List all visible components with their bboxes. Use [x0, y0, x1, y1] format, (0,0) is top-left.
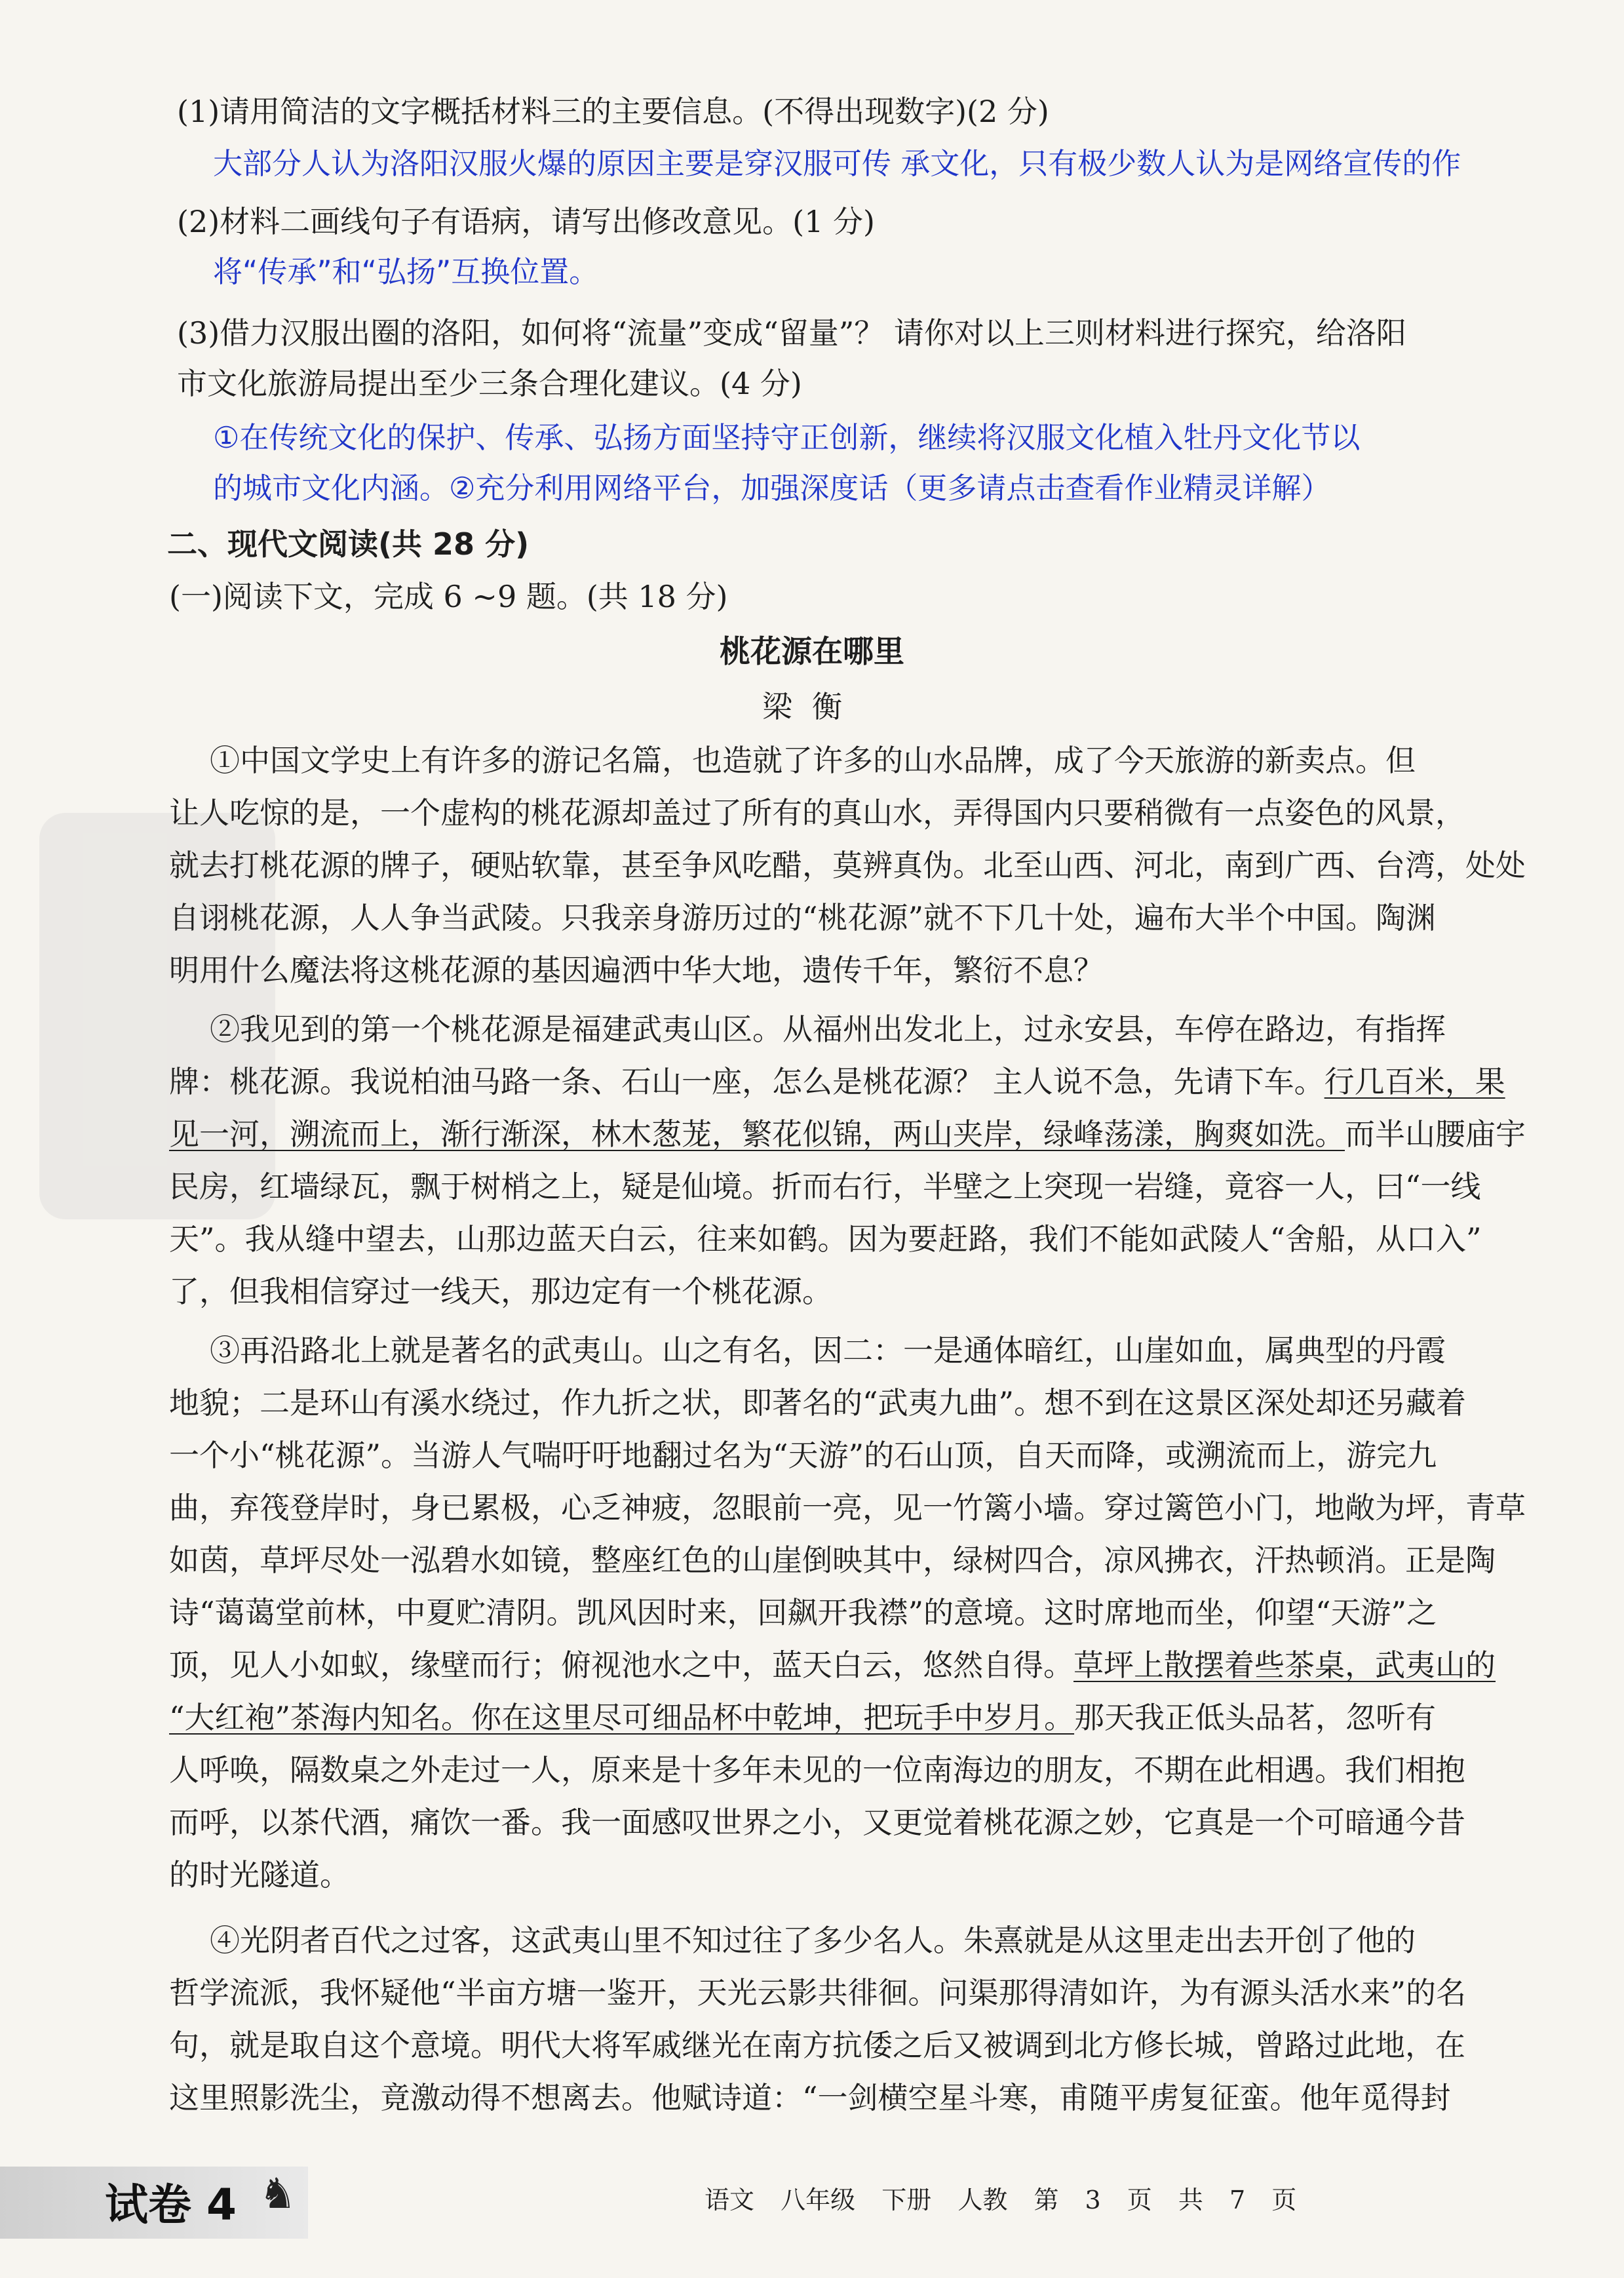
article-text: 牌：桃花源。我说柏油马路一条、石山一座，怎么是桃花源？ 主人说不急，先请下车。 [169, 1064, 1324, 1099]
article-line: 人呼唤，隔数桌之外走过一人，原来是十多年未见的一位南海边的朋友，不期在此相遇。我们相抱 [169, 1752, 1465, 1788]
article-line: 自诩桃花源，人人争当武陵。只我亲身游历过的“桃花源”就不下几十处，遍布大半个中国。陶渊 [169, 900, 1437, 935]
question-1: (1)请用简洁的文字概括材料三的主要信息。(不得出现数字)(2 分) [177, 94, 1049, 129]
article-line [0, 1645, 1624, 1685]
exam-label: 试卷 4 [105, 2180, 237, 2230]
article-line: 句，就是取自这个意境。明代大将军戚继光在南方抗倭之后又被调到北方修长城，曾路过此地，在 [169, 2028, 1465, 2063]
footer-publisher: 人教 [957, 2186, 1008, 2214]
underlined-sentence: 行几百米，果 [1324, 1064, 1505, 1099]
footer-grade: 八年级 [781, 2186, 856, 2214]
article-author: 梁衡 [762, 689, 862, 724]
article-line [0, 1114, 1624, 1154]
footer-total: 共 7 页 [1178, 2186, 1297, 2214]
answer-3-line-1: ①在传统文化的保护、传承、弘扬方面坚持守正创新，继续将汉服文化植入牡丹文化节以 [213, 420, 1361, 455]
article-line: 民房，红墙绿瓦，飘于树梢之上，疑是仙境。折而右行，半壁之上突现一岩缝，竟容一人，曰“一线 [169, 1169, 1481, 1204]
article-line: 地貌；二是环山有溪水绕过，作九折之状，即著名的“武夷九曲”。想不到在这景区深处却还另藏着 [169, 1385, 1467, 1421]
article-line: 曲，弃筏登岸时，身已累极，心乏神疲，忽眼前一亮，见一竹篱小墙。穿过篱笆小门，地敞为坪，青草 [169, 1490, 1526, 1525]
article-line: ④光阴者百代之过客，这武夷山里不知过往了多少名人。朱熹就是从这里走出去开创了他的 [210, 1923, 1416, 1958]
underlined-sentence: 草坪上散摆着些茶桌，武夷山的 [1073, 1647, 1496, 1683]
article-line: 如茵，草坪尽处一泓碧水如镜，整座红色的山崖倒映其中，绿树四合，凉风拂衣，汗热顿消。正是陶 [169, 1542, 1496, 1578]
footer-volume: 下册 [881, 2186, 932, 2214]
article-line: 诗“蔼蔼堂前林，中夏贮清阴。凯风因时来，回飙开我襟”的意境。这时席地而坐，仰望“天游”之 [169, 1595, 1437, 1630]
article-line: 一个小“桃花源”。当游人气喘吁吁地翻过名为“天游”的石山顶，自天而降，或溯流而上，游完九 [169, 1438, 1437, 1473]
article-line: ②我见到的第一个桃花源是福建武夷山区。从福州出发北上，过永安县，车停在路边，有指挥 [210, 1011, 1446, 1047]
article-text: 那天我正低头品茗，忽听有 [1074, 1700, 1437, 1735]
article-line: 让人吃惊的是，一个虚构的桃花源却盖过了所有的真山水，弄得国内只要稍微有一点姿色的风景， [169, 795, 1465, 831]
footer-info [705, 2180, 1296, 2216]
question-3-line-2: 市文化旅游局提出至少三条合理化建议。(4 分) [177, 366, 802, 401]
footer-page: 第 3 页 [1034, 2186, 1152, 2214]
article-line: 了，但我相信穿过一线天，那边定有一个桃花源。 [169, 1274, 832, 1309]
article-text: 而半山腰庙宇 [1345, 1116, 1526, 1152]
question-3-line-1: (3)借力汉服出圈的洛阳，如何将“流量”变成“留量”？ 请你对以上三则材料进行探究，给洛阳 [177, 315, 1406, 351]
article-line [0, 1698, 1624, 1737]
article-line: 天”。我从缝中望去，山那边蓝天白云，往来如鹤。因为要赶路，我们不能如武陵人“舍船，从口入” [169, 1221, 1482, 1257]
answer-1: 大部分人认为洛阳汉服火爆的原因主要是穿汉服可传 承文化，只有极少数人认为是网络宣传的作 [213, 146, 1461, 181]
article-line [0, 1062, 1624, 1101]
article-line: 哲学流派，我怀疑他“半亩方塘一鉴开，天光云影共徘徊。问渠那得清如许，为有源头活水来”的名 [169, 1975, 1467, 2011]
underlined-sentence: 见一河，溯流而上，渐行渐深，林木葱茏，繁花似锦，两山夹岸，绿峰荡漾，胸爽如洗。 [169, 1116, 1345, 1152]
section-subheading: (一)阅读下文，完成 6 ~9 题。(共 18 分) [169, 579, 728, 614]
section-heading: 二、现代文阅读(共 28 分) [167, 526, 530, 562]
article-line: 就去打桃花源的牌子，硬贴软靠，甚至争风吃醋，莫辨真伪。北至山西、河北，南到广西、台湾，处处 [169, 848, 1526, 883]
answer-3-line-2: 的城市文化内涵。②充分利用网络平台，加强深度话（更多请点击查看作业精灵详解） [213, 471, 1331, 505]
underlined-sentence: “大红袍”茶海内知名。你在这里尽可细品杯中乾坤，把玩手中岁月。 [169, 1700, 1075, 1735]
article-title: 桃花源在哪里 [720, 634, 904, 670]
article-line: 这里照影洗尘，竟激动得不想离去。他赋诗道：“一剑横空星斗寒，甫随平虏复征蛮。他年觅得封 [169, 2080, 1451, 2115]
footer-subject: 语文 [705, 2186, 755, 2214]
article-text: 顶，见人小如蚁，缘壁而行；俯视池水之中，蓝天白云，悠然自得。 [169, 1647, 1073, 1683]
article-line: ①中国文学史上有许多的游记名篇，也造就了许多的山水品牌，成了今天旅游的新卖点。但 [210, 743, 1416, 778]
article-line: ③再沿路北上就是著名的武夷山。山之有名，因二：一是通体暗红，山崖如血，属典型的丹霞 [210, 1333, 1446, 1368]
article-line: 明用什么魔法将这桃花源的基因遍洒中华大地，遗传千年，繁衍不息？ [169, 952, 1104, 988]
article-line: 而呼，以茶代酒，痛饮一番。我一面感叹世界之小，又更觉着桃花源之妙，它真是一个可暗通今昔 [169, 1805, 1465, 1840]
question-2: (2)材料二画线句子有语病，请写出修改意见。(1 分) [177, 204, 875, 239]
article-line: 的时光隧道。 [169, 1857, 350, 1893]
horse-icon: ♞ [259, 2170, 297, 2218]
answer-2: 将“传承”和“弘扬”互换位置。 [213, 254, 599, 289]
